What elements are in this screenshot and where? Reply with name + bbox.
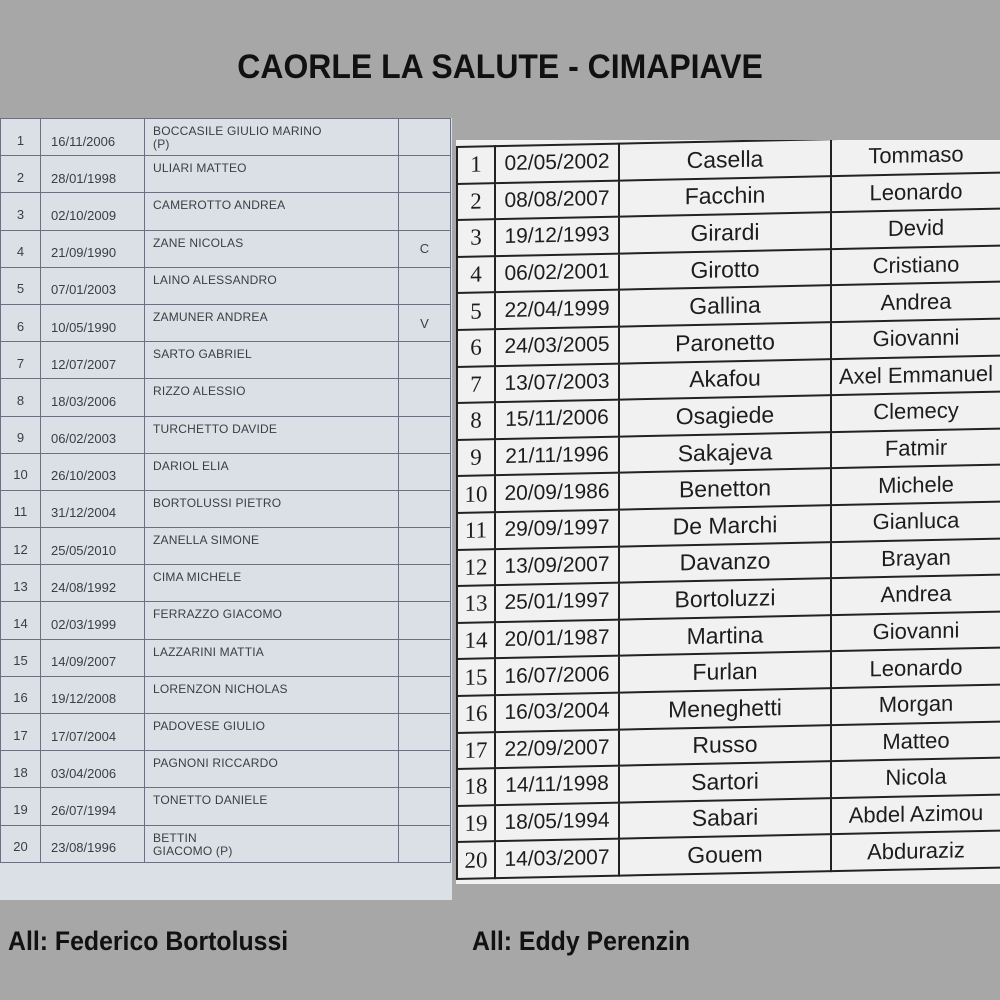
player-surname: Sartori xyxy=(619,761,831,802)
right-staff-label: All: Eddy Perenzin xyxy=(472,926,691,956)
table-row xyxy=(1,379,451,416)
player-role xyxy=(399,788,451,825)
player-surname: Girardi xyxy=(619,212,831,253)
player-role xyxy=(399,267,451,304)
player-name: BETTIN xyxy=(153,830,197,845)
player-birthdate: 06/02/2001 xyxy=(495,253,619,292)
player-first-name: Devid xyxy=(831,209,1000,249)
player-first-name: Leonardo xyxy=(831,648,1000,688)
player-surname: Gouem xyxy=(619,834,831,875)
player-name: SARTO GABRIEL xyxy=(153,347,252,362)
player-name-cell xyxy=(145,528,399,565)
player-first-name: Andrea xyxy=(831,282,1000,322)
player-birthdate: 13/09/2007 xyxy=(495,546,619,585)
player-birthdate: 21/09/1990 xyxy=(41,230,145,267)
player-number: 5 xyxy=(457,293,495,330)
player-birthdate: 02/05/2002 xyxy=(495,144,619,183)
left-roster-table xyxy=(0,118,451,863)
player-name-extra: (P) xyxy=(153,137,170,151)
player-number: 15 xyxy=(1,639,41,676)
player-number: 13 xyxy=(1,565,41,602)
table-row xyxy=(1,416,451,453)
player-birthdate: 25/01/1997 xyxy=(495,583,619,622)
player-name-cell xyxy=(145,751,399,788)
right-roster-table xyxy=(456,140,1000,880)
player-name-cell xyxy=(145,714,399,751)
player-surname: Russo xyxy=(619,725,831,766)
player-surname: Akafou xyxy=(619,359,831,400)
player-number: 9 xyxy=(1,416,41,453)
player-birthdate: 29/09/1997 xyxy=(495,510,619,549)
player-birthdate: 17/07/2004 xyxy=(41,714,145,751)
player-surname: Davanzo xyxy=(619,542,831,583)
player-first-name: Tommaso xyxy=(831,140,1000,176)
player-number: 2 xyxy=(457,183,495,220)
player-surname: De Marchi xyxy=(619,505,831,546)
player-name: RIZZO ALESSIO xyxy=(153,384,246,399)
player-number: 13 xyxy=(457,585,495,622)
player-birthdate: 20/01/1987 xyxy=(495,619,619,658)
player-birthdate: 21/11/1996 xyxy=(495,436,619,475)
player-birthdate: 02/03/1999 xyxy=(41,602,145,639)
player-number: 5 xyxy=(1,267,41,304)
player-number: 14 xyxy=(1,602,41,639)
table-row xyxy=(1,751,451,788)
player-number: 3 xyxy=(457,219,495,256)
player-name: PADOVESE GIULIO xyxy=(153,719,266,733)
player-number: 11 xyxy=(457,512,495,549)
player-number: 20 xyxy=(1,825,41,862)
table-row xyxy=(1,453,451,490)
player-first-name: Matteo xyxy=(831,721,1000,761)
page-title: CAORLE LA SALUTE - CIMAPIAVE xyxy=(237,48,763,86)
player-number: 12 xyxy=(1,528,41,565)
player-name-cell xyxy=(145,565,399,602)
player-number: 14 xyxy=(457,622,495,659)
player-number: 18 xyxy=(457,768,495,805)
player-role xyxy=(399,193,451,230)
player-role xyxy=(399,453,451,490)
table-row xyxy=(1,267,451,304)
player-number: 17 xyxy=(457,732,495,769)
right-team-sheet xyxy=(456,140,1000,884)
table-row xyxy=(1,788,451,825)
player-first-name: Abduraziz xyxy=(831,831,1000,871)
player-birthdate: 14/03/2007 xyxy=(495,839,619,878)
player-number: 7 xyxy=(457,366,495,403)
player-first-name: Cristiano xyxy=(831,245,1000,285)
player-name: LAINO ALESSANDRO xyxy=(153,272,277,287)
player-birthdate: 10/05/1990 xyxy=(41,304,145,341)
player-birthdate: 19/12/1993 xyxy=(495,217,619,256)
table-row xyxy=(1,825,451,862)
player-name: TONETTO DANIELE xyxy=(153,793,268,808)
table-row xyxy=(1,193,451,230)
player-name-cell xyxy=(145,267,399,304)
player-birthdate: 24/08/1992 xyxy=(41,565,145,602)
table-row xyxy=(1,490,451,527)
player-name: ZAMUNER ANDREA xyxy=(153,309,268,324)
player-birthdate: 24/03/2005 xyxy=(495,327,619,366)
left-team-sheet xyxy=(0,118,452,900)
player-name: TURCHETTO DAVIDE xyxy=(153,421,278,436)
player-first-name: Axel Emmanuel xyxy=(831,355,1000,395)
player-birthdate: 20/09/1986 xyxy=(495,473,619,512)
player-birthdate: 22/04/1999 xyxy=(495,290,619,329)
table-row xyxy=(1,119,451,156)
player-name-cell xyxy=(145,119,399,156)
player-role xyxy=(399,751,451,788)
player-role xyxy=(399,825,451,862)
player-surname: Sabari xyxy=(619,798,831,839)
player-number: 12 xyxy=(457,549,495,586)
player-name-cell xyxy=(145,342,399,379)
player-number: 4 xyxy=(457,256,495,293)
player-birthdate: 16/03/2004 xyxy=(495,692,619,731)
player-number: 10 xyxy=(1,453,41,490)
player-first-name: Nicola xyxy=(831,758,1000,798)
player-name-extra: GIACOMO (P) xyxy=(153,843,233,858)
player-name-cell xyxy=(145,788,399,825)
player-name: BOCCASILE GIULIO MARINO xyxy=(153,124,322,138)
player-role xyxy=(399,342,451,379)
player-role xyxy=(399,379,451,416)
player-number: 15 xyxy=(457,658,495,695)
player-name: ULIARI MATTEO xyxy=(153,161,247,176)
player-role xyxy=(399,156,451,193)
table-row xyxy=(1,565,451,602)
player-birthdate: 18/03/2006 xyxy=(41,379,145,416)
table-row xyxy=(1,230,451,267)
player-first-name: Giovanni xyxy=(831,611,1000,651)
player-name-cell xyxy=(145,825,399,862)
player-name-cell xyxy=(145,639,399,676)
player-surname: Gallina xyxy=(619,286,831,327)
player-name: LORENZON NICHOLAS xyxy=(153,681,288,696)
player-surname: Furlan xyxy=(619,651,831,692)
player-first-name: Giovanni xyxy=(831,319,1000,359)
player-role xyxy=(399,639,451,676)
player-first-name: Leonardo xyxy=(831,172,1000,212)
player-role xyxy=(399,416,451,453)
player-birthdate: 25/05/2010 xyxy=(41,528,145,565)
player-number: 4 xyxy=(1,230,41,267)
left-staff-label: All: Federico Bortolussi xyxy=(8,926,289,956)
player-first-name: Andrea xyxy=(831,575,1000,615)
player-name-cell xyxy=(145,490,399,527)
player-number: 16 xyxy=(1,676,41,713)
player-birthdate: 14/11/1998 xyxy=(495,766,619,805)
player-name-cell xyxy=(145,156,399,193)
player-number: 10 xyxy=(457,476,495,513)
player-birthdate: 16/11/2006 xyxy=(41,119,145,156)
player-name: ZANE NICOLAS xyxy=(153,235,244,250)
player-birthdate: 19/12/2008 xyxy=(41,676,145,713)
player-birthdate: 13/07/2003 xyxy=(495,363,619,402)
player-number: 1 xyxy=(457,146,495,183)
player-name-cell xyxy=(145,453,399,490)
player-birthdate: 26/07/1994 xyxy=(41,788,145,825)
table-row xyxy=(1,639,451,676)
player-role xyxy=(399,565,451,602)
player-number: 18 xyxy=(1,751,41,788)
player-name: BORTOLUSSI PIETRO xyxy=(153,495,282,510)
player-birthdate: 12/07/2007 xyxy=(41,342,145,379)
player-name-cell xyxy=(145,230,399,267)
player-number: 9 xyxy=(457,439,495,476)
player-surname: Facchin xyxy=(619,176,831,217)
table-row xyxy=(1,602,451,639)
player-name-cell xyxy=(145,416,399,453)
player-name-cell xyxy=(145,379,399,416)
player-surname: Osagiede xyxy=(619,395,831,436)
player-birthdate: 18/05/1994 xyxy=(495,802,619,841)
player-birthdate: 02/10/2009 xyxy=(41,193,145,230)
player-number: 2 xyxy=(1,156,41,193)
player-first-name: Brayan xyxy=(831,538,1000,578)
player-number: 3 xyxy=(1,193,41,230)
player-birthdate: 03/04/2006 xyxy=(41,751,145,788)
player-role xyxy=(399,490,451,527)
player-role xyxy=(399,119,451,156)
player-birthdate: 16/07/2006 xyxy=(495,656,619,695)
player-role: C xyxy=(399,230,451,267)
player-name-cell xyxy=(145,676,399,713)
table-row xyxy=(1,528,451,565)
player-name: DARIOL ELIA xyxy=(153,458,229,473)
player-number: 19 xyxy=(1,788,41,825)
player-role xyxy=(399,528,451,565)
table-row xyxy=(1,304,451,341)
player-name-cell xyxy=(145,602,399,639)
player-name: CAMEROTTO ANDREA xyxy=(153,198,286,213)
player-name: ZANELLA SIMONE xyxy=(153,533,260,548)
player-role: V xyxy=(399,304,451,341)
player-first-name: Gianluca xyxy=(831,502,1000,542)
player-name: FERRAZZO GIACOMO xyxy=(153,607,283,622)
player-number: 16 xyxy=(457,695,495,732)
table-row xyxy=(1,714,451,751)
player-first-name: Clemecy xyxy=(831,392,1000,432)
player-number: 11 xyxy=(1,490,41,527)
player-role xyxy=(399,602,451,639)
player-number: 6 xyxy=(457,329,495,366)
player-birthdate: 15/11/2006 xyxy=(495,400,619,439)
player-name-cell xyxy=(145,304,399,341)
player-number: 8 xyxy=(1,379,41,416)
player-birthdate: 08/08/2007 xyxy=(495,180,619,219)
player-birthdate: 26/10/2003 xyxy=(41,453,145,490)
player-first-name: Morgan xyxy=(831,684,1000,724)
player-number: 7 xyxy=(1,342,41,379)
player-number: 17 xyxy=(1,714,41,751)
player-name: LAZZARINI MATTIA xyxy=(153,644,264,659)
player-first-name: Abdel Azimou xyxy=(831,794,1000,834)
player-surname: Benetton xyxy=(619,468,831,509)
player-number: 6 xyxy=(1,304,41,341)
player-surname: Sakajeva xyxy=(619,432,831,473)
player-birthdate: 07/01/2003 xyxy=(41,267,145,304)
player-first-name: Fatmir xyxy=(831,428,1000,468)
player-name-cell xyxy=(145,193,399,230)
player-surname: Casella xyxy=(619,140,831,180)
player-number: 1 xyxy=(1,119,41,156)
player-birthdate: 28/01/1998 xyxy=(41,156,145,193)
player-surname: Meneghetti xyxy=(619,688,831,729)
player-surname: Bortoluzzi xyxy=(619,578,831,619)
player-birthdate: 22/09/2007 xyxy=(495,729,619,768)
player-number: 20 xyxy=(457,841,495,878)
player-birthdate: 31/12/2004 xyxy=(41,490,145,527)
player-birthdate: 23/08/1996 xyxy=(41,825,145,862)
player-first-name: Michele xyxy=(831,465,1000,505)
player-surname: Martina xyxy=(619,615,831,656)
table-row xyxy=(1,676,451,713)
player-role xyxy=(399,714,451,751)
player-name: PAGNONI RICCARDO xyxy=(153,756,278,771)
player-number: 19 xyxy=(457,805,495,842)
player-role xyxy=(399,676,451,713)
table-row xyxy=(1,156,451,193)
player-birthdate: 06/02/2003 xyxy=(41,416,145,453)
player-surname: Girotto xyxy=(619,249,831,290)
table-row xyxy=(1,342,451,379)
player-name: CIMA MICHELE xyxy=(153,570,242,585)
player-birthdate: 14/09/2007 xyxy=(41,639,145,676)
player-surname: Paronetto xyxy=(619,322,831,363)
player-number: 8 xyxy=(457,402,495,439)
